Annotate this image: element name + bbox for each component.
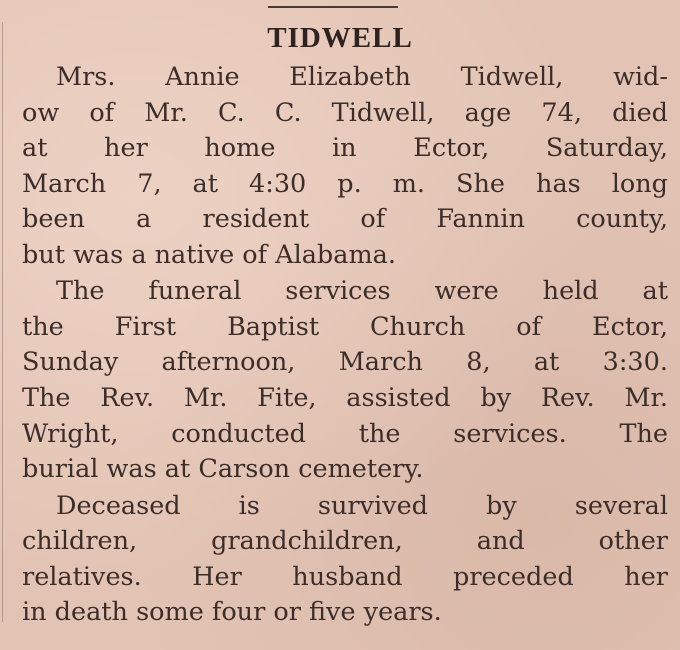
text-line: The Rev. Mr. Fite, assisted by Rev. Mr. [22, 383, 668, 413]
text-line: at her home in Ector, Saturday, [22, 133, 668, 163]
text-line: in death some four or five years. [22, 597, 442, 627]
text-line: Mrs. Annie Elizabeth Tidwell, wid- [56, 62, 668, 92]
text-line: burial was at Carson cemetery. [22, 454, 424, 484]
text-line: ow of Mr. C. C. Tidwell, age 74, died [22, 98, 668, 128]
text-line: the First Baptist Church of Ector, [22, 312, 668, 342]
text-line: been a resident of Fannin county, [22, 204, 668, 234]
text-line: Sunday afternoon, March 8, at 3:30. [22, 347, 668, 377]
text-line: relatives. Her husband preceded her [22, 562, 668, 592]
text-line: Wright, conducted the services. The [22, 419, 668, 449]
text-line: March 7, at 4:30 p. m. She has long [22, 169, 668, 199]
headline: TIDWELL [267, 22, 413, 54]
text-line: but was a native of Alabama. [22, 240, 396, 270]
top-rule [268, 6, 398, 8]
column-rule [2, 22, 3, 622]
text-line: children, grandchildren, and other [22, 526, 668, 556]
text-line: The funeral services were held at [56, 276, 668, 306]
text-line: Deceased is survived by several [56, 491, 668, 521]
